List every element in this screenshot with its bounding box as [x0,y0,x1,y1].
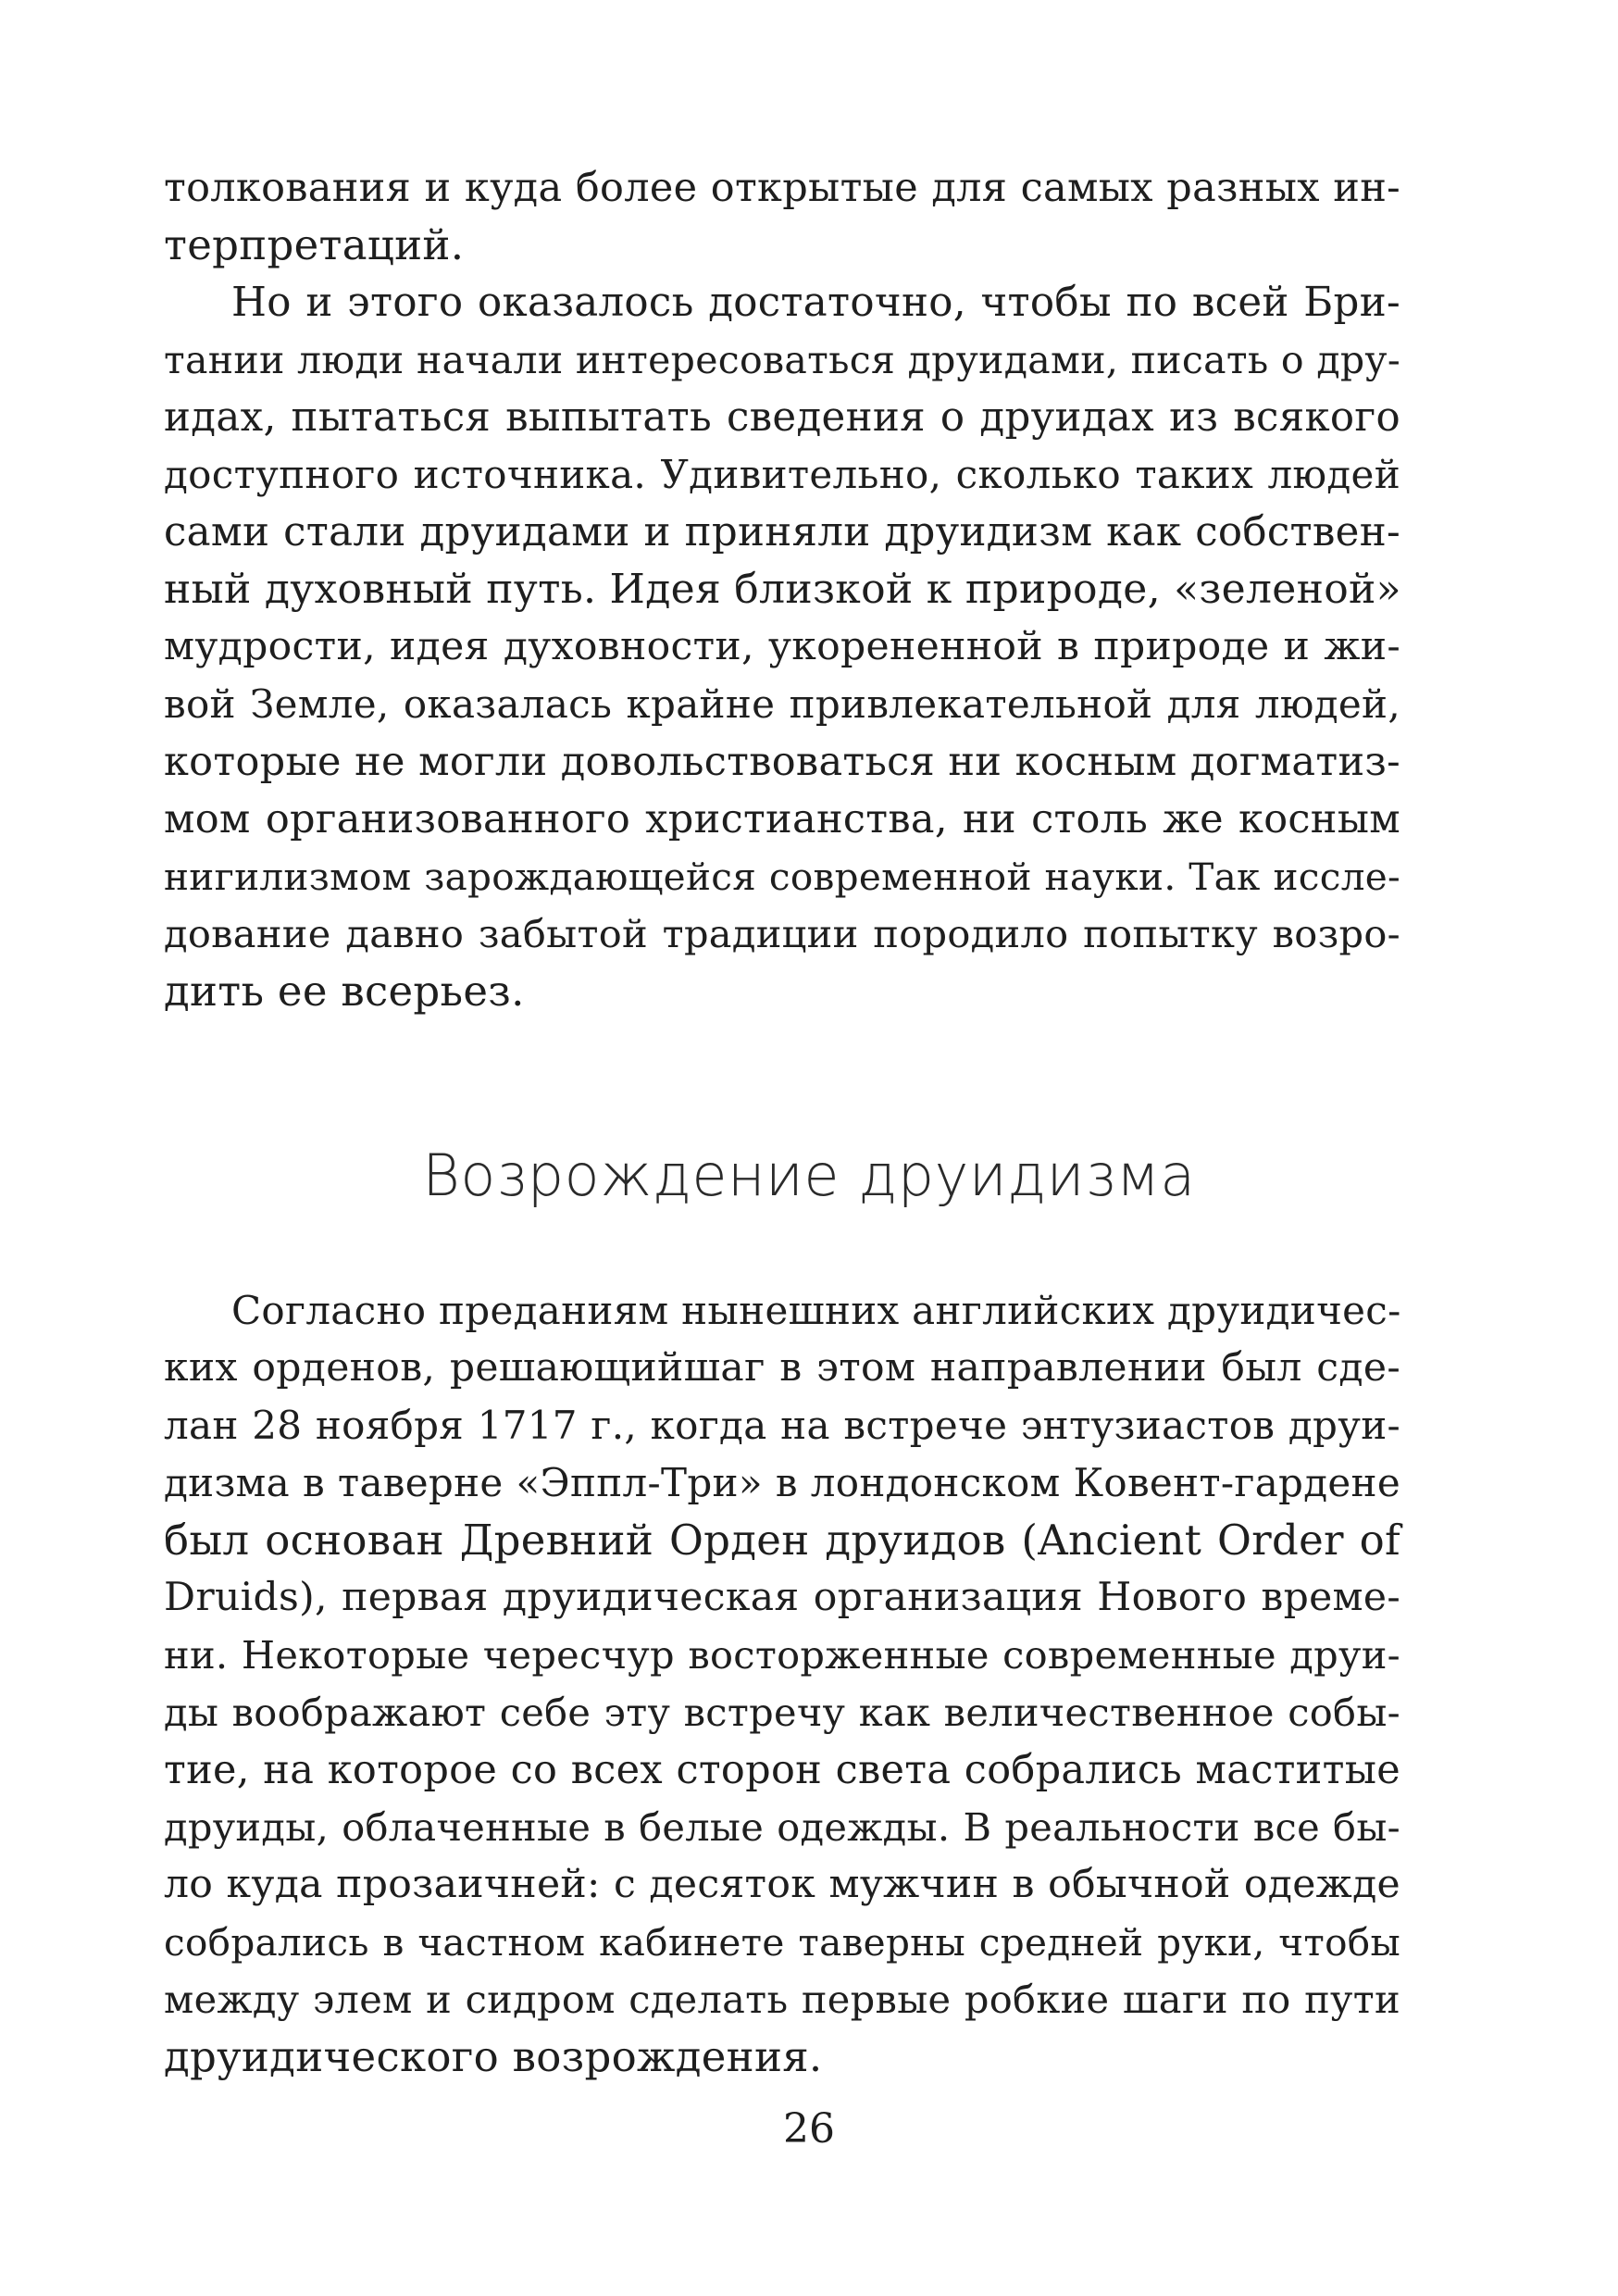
text-line: тие, на которое со всех сторон света собрались маститые [164,1747,1400,1793]
text-line: толкования и куда более открытые для самых разных ин- [164,165,1400,211]
text-line: лан 28 ноября 1717 г., когда на встрече энтузиастов друи- [164,1403,1400,1448]
text-line: был основан Древний Орден друидов (Ancient Order of [164,1516,1400,1565]
text-line: дизма в таверне «Эппл-Три» в лондонском Ковент-гардене [164,1460,1400,1505]
text-line: ный духовный путь. Идея близкой к природе, «зеленой» [164,566,1401,613]
text-line: друидического возрождения. [164,2032,823,2081]
text-line: собрались в частном кабинете таверны средней руки, чтобы [164,1920,1400,1965]
text-line: сами стали друидами и приняли друидизм как собствен- [164,509,1400,555]
text-line: ло куда прозаичней: с десяток мужчин в обычной одежде [164,1862,1400,1907]
text-line: друиды, облаченные в белые одежды. В реальности все бы- [164,1804,1400,1850]
text-line: нигилизмом зарождающейся современной науки. Так иссле- [164,855,1400,899]
text-line: Но и этого оказалось достаточно, чтобы по всей Бри- [231,280,1400,326]
text-line: мом организованного христианства, ни столь же косным [164,796,1400,842]
text-line: вой Земле, оказалась крайне привлекательной для людей, [164,681,1400,727]
text-line: ни. Некоторые чересчур восторженные современные друи- [164,1632,1400,1678]
text-line: идах, пытаться выпытать сведения о друидах из всякого [164,394,1400,441]
text-line: ких орденов, решающийшаг в этом направлении был сде- [164,1345,1400,1391]
text-line: тании люди начали интересоваться друидами, писать о дру- [164,338,1400,382]
section-heading: Возрождение друидизма [422,1142,1196,1209]
text-line: дование давно забытой традиции породило попытку возро- [164,911,1400,956]
page-number: 26 [783,2105,835,2152]
text-line: дить ее всерьез. [164,967,525,1016]
text-line: мудрости, идея духовности, укорененной в природе и жи- [164,624,1400,669]
text-line: доступного источника. Удивительно, сколько таких людей [164,452,1400,497]
text-line: ды воображают себе эту встречу как величественное собы- [164,1690,1400,1735]
text-line: которые не могли довольствоваться ни косным догматиз- [164,739,1400,785]
text-line: терпретаций. [164,220,465,269]
text-line: Согласно преданиям нынешних английских друидичес- [231,1288,1401,1333]
text-line: между элем и сидром сделать первые робкие шаги по пути [164,1977,1400,2022]
text-line: Druids), первая друидическая организация Нового време- [164,1575,1400,1620]
